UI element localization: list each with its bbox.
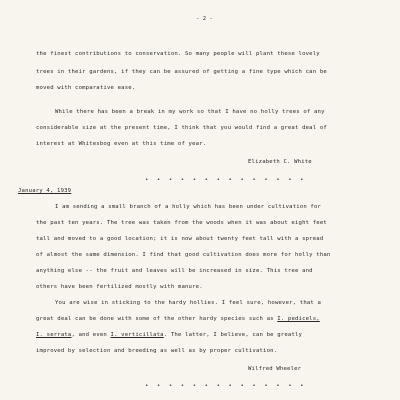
letter2-line-1: I am sending a small branch of a holly which has been under cultivation for [55,204,322,210]
letter1-line-6: interest at Whitesbog even at this time of year. [36,141,207,147]
letter2-line-2: the past ten years. The tree was taken from the woods when it was about eight feet [36,220,327,226]
letter2-p2-line-2-text: great deal can be done with some of the other hardy species such as [36,316,278,322]
section-separator-2: • • • • • • • • • • • • • • [145,383,307,389]
letter2-line-5: anything else -- the fruit and leaves will be increased in size. This tree and [36,268,313,274]
letter1-line-3: moved with comparative ease. [36,85,136,91]
letter2-signature: Wilfred Wheeler [248,366,302,372]
letter1-line-4: While there has been a break in my work so that I have no holly trees of any [55,109,325,115]
letter2-line-6: others have been fertilized mostly with manure. [36,284,203,290]
species-name: I. verticillata [110,332,164,338]
section-separator: • • • • • • • • • • • • • • [145,177,307,183]
letter2-p2-line-3 [36,333,302,339]
page-number: - 2 - [196,16,213,22]
letter1-line-5: considerable size at the present time, I think that you would find a great deal of [36,125,327,131]
letter2-line-4: of almost the same dimension. I find that good cultivation does more for holly than [36,252,331,258]
letter2-date: January 4, 1939 [18,188,72,194]
letter2-line-3: tall and moved to a good location; it is now about twenty feet tall with a spread [36,236,324,242]
letter1-line-1: the finest contributions to conservation. So many people will plant these lovely [36,51,320,57]
letter2-p2-line-3-post: . The latter, I believe, can be greatly [163,332,303,338]
letter2-p2-line-3-mid: , and even [71,332,111,338]
letter1-line-2: trees in their gardens, if they can be assured of getting a fine type which can be [36,69,327,75]
species-name: I. pedicels, [277,316,320,322]
letter2-p2-line-1: You are wise in sticking to the hardy hollies. I feel sure, however, that a [55,300,322,306]
letter2-p2-line-4: improved by selection and breeding as well as by proper cultivation. [36,348,278,354]
letter2-p2-line-2 [36,317,320,323]
species-name: I. serrata [36,332,72,338]
letter1-signature: Elizabeth C. White [248,159,312,165]
